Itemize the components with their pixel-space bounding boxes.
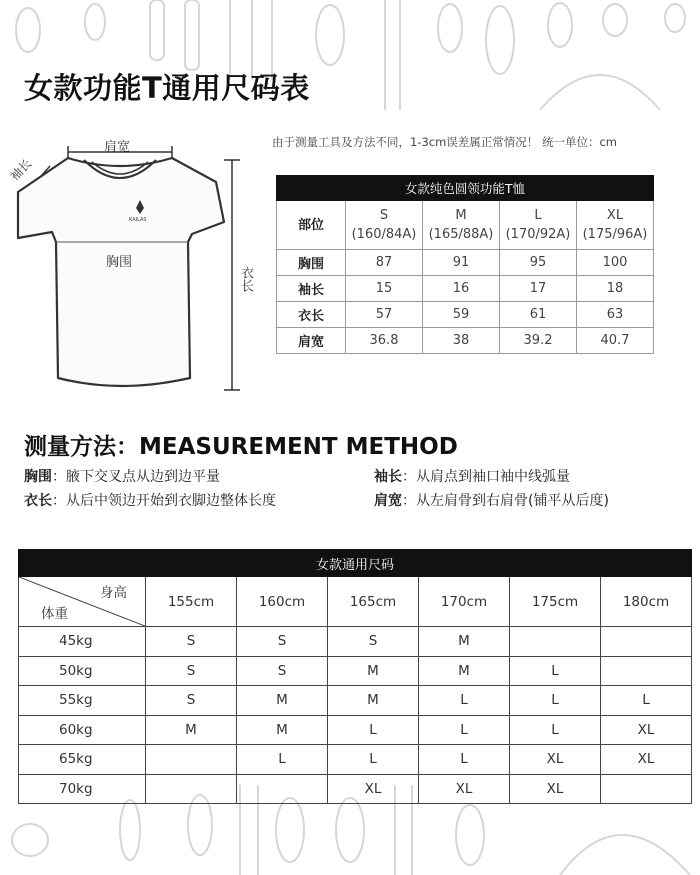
table-row: 45kg S S S M [19,627,692,657]
table-row: 65kg L L L XL XL [19,745,692,775]
method-sleeve: 袖长：从肩点到袖口袖中线弧量 [374,469,570,485]
table-row: 50kg S S M M L [19,656,692,686]
method-shoulder: 肩宽：从左肩骨到右肩骨(铺平从后度) [374,493,609,509]
general-table-title: 女款通用尺码 [19,550,692,577]
table-row: 70kg XL XL XL [19,774,692,804]
shoulder-label: 肩宽 [104,140,131,155]
size-header-l: L (170/92A) [500,201,577,250]
method-chest: 胸围：腋下交叉点从边到边平量 [24,469,220,485]
table-row: 衣长 57 59 61 63 [277,302,654,328]
height-label: 身高 [100,585,127,601]
method-length: 衣长：从后中领边开始到衣脚边整体长度 [24,493,276,509]
page-title: 女款功能T通用尺码表 [24,71,310,105]
height-weight-corner [19,577,146,627]
table-row: 55kg S M M L L L [19,686,692,716]
general-size-table: 女款通用尺码 身高 体重 155cm 160cm 165cm 170cm 175cm 180cm 45kg S S S M 50kg S S M M L 55kg S M M L L L 60kg M M L L L XL 65kg L L L XL XL 70kg XL XL XL [18,549,692,804]
table-row: 袖长 15 16 17 18 [277,276,654,302]
size-table [276,175,654,354]
size-header-xl: XL (175/96A) [577,201,654,250]
weight-label: 体重 [41,606,68,622]
measurement-note: 由于测量工具及方法不同，1-3cm误差属正常情况！ 统一单位：cm [272,135,617,149]
chest-label: 胸围 [106,255,133,270]
size-table-corner: 部位 [277,201,346,250]
brand-logo: KAILAS [129,217,147,223]
size-table-title: 女款纯色圆领功能T恤 [277,176,654,201]
length-label: 衣长 [238,266,253,292]
size-header-m: M (165/88A) [423,201,500,250]
method-title: 测量方法：MEASUREMENT METHOD [24,434,458,460]
sleeve-label: 袖长 [7,156,35,184]
size-header-s: S (160/84A) [346,201,423,250]
table-row: 胸围 87 91 95 100 [277,250,654,276]
table-row: 肩宽 36.8 38 39.2 40.7 [277,328,654,354]
table-row: 60kg M M L L L XL [19,715,692,745]
